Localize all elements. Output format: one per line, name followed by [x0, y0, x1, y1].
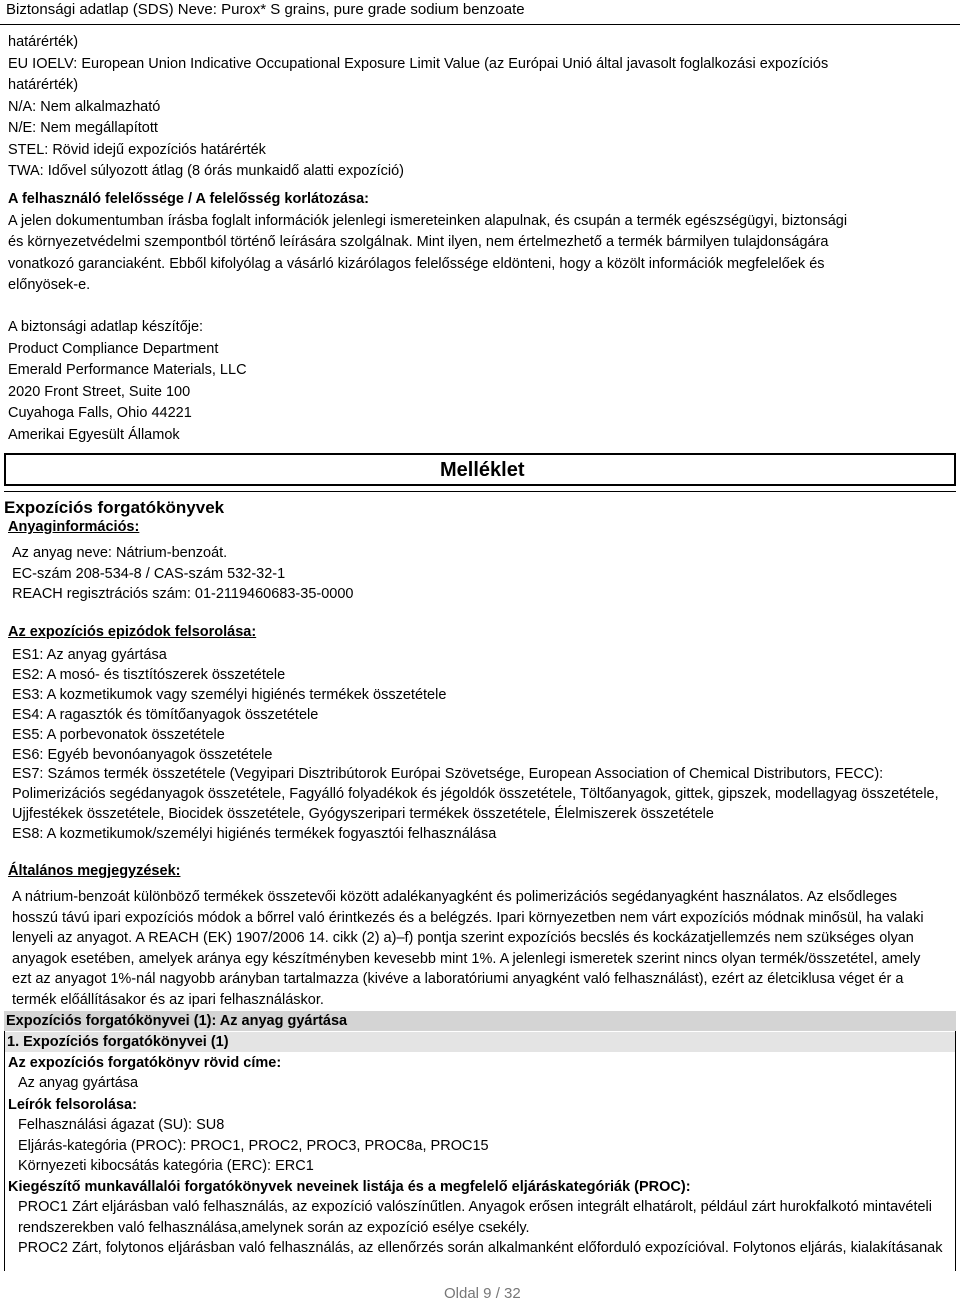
abbreviation-line: N/A: Nem alkalmazható [8, 98, 161, 115]
episode-item: Polimerizációs segédanyagok összetétele, Fagyálló folyadékok és jégoldók összetétele, Töltőanyagok, gittek, gipszek, modellagyag összetétele, [12, 786, 939, 803]
document-header-title: Biztonsági adatlap (SDS) Neve: Purox* S grains, pure grade sodium benzoate [6, 1, 525, 18]
abbreviation-line: STEL: Rövid idejű expozíciós határérték [8, 141, 266, 158]
episode-item: ES1: Az anyag gyártása [12, 647, 167, 663]
descriptor-item: Eljárás-kategória (PROC): PROC1, PROC2, PROC3, PROC8a, PROC15 [18, 1137, 489, 1154]
general-line: lenyeli az anyagot. A REACH (EK) 1907/2006 14. cikk (2) a)–f) pontja szerint expozíciós becslés és kockázatjellemzés nem szükséges olyan [12, 930, 914, 946]
general-line: hosszú távú ipari expozíciós módok a bőrrel való érintkezés és a belégzés. Ipari környezetben nem várt expozíciós módnak minősül, ha valaki [12, 909, 924, 926]
general-heading-block [8, 861, 952, 883]
episode-item: ES5: A porbevonatok összetétele [12, 726, 225, 743]
annex-divider [4, 491, 956, 492]
episodes-heading: Az expozíciós epizódok felsorolása: [8, 624, 257, 640]
substance-heading: Anyaginformációs: [8, 519, 140, 535]
preparer-line: Emerald Performance Materials, LLC [8, 362, 247, 378]
header-divider [0, 24, 960, 25]
episode-item: Ujjfestékek összetétele, Biocidek összetétele, Gyógyszeripari termékek összetétele, Élelmiszerek összetétele [12, 806, 714, 823]
substance-line: EC-szám 208-534-8 / CAS-szám 532-32-1 [12, 565, 286, 582]
general-heading: Általános megjegyzések: [8, 863, 181, 879]
supplementary-line: PROC1 Zárt eljárásban való felhasználás, az expozíció valószínűtlen. Anyagok erősen integrált elhatárolt, például zárt hurokfalkotó mintavételi [18, 1199, 933, 1215]
general-line: ezt az anyagot 1%-nál nagyobb arányban tartalmazza (kivéve a laboratóriumi anyagként való felhasználást), ezért az életciklusa véget ér a [12, 971, 904, 987]
episode-item: ES7: Számos termék összetétele (Vegyipari Disztribútorok Európai Szövetsége, European Association of Chemical Distributors, FECC): [12, 766, 884, 783]
preparer-heading: A biztonsági adatlap készítője: [8, 319, 204, 335]
short-title-heading: Az expozíciós forgatókönyv rövid címe: [8, 1055, 282, 1071]
descriptors-heading-block [8, 1095, 952, 1117]
short-title-block [18, 1073, 960, 1095]
substance-info [12, 543, 956, 605]
liability-line: vonatkozó garanciaként. Ebből kifolyólag a vásárló kizárólagos felelőssége eldönteni, hogy a közölt információk megfelelőek és [8, 255, 825, 272]
episode-item: ES8: A kozmetikumok/személyi higiénés termékek fogyasztói felhasználása [12, 826, 497, 843]
descriptor-item: Felhasználási ágazat (SU): SU8 [18, 1117, 225, 1133]
supplementary-heading: Kiegészítő munkavállalói forgatókönyvek neveinek listája és a megfelelő eljáráskategóriák (PROC): [8, 1179, 691, 1195]
liability-line: és környezetvédelmi szempontból történő leírására szolgálnak. Mint ilyen, nem értelmezhető a termék bármilyen tulajdonságára [8, 234, 829, 250]
supplementary-line: rendszerekben való felhasználása,amelynek során az expozíció esélye csekély. [18, 1219, 530, 1236]
abbreviation-line: EU IOELV: European Union Indicative Occupational Exposure Limit Value (az Európai Unió által javasolt foglalkozási expozíciós [8, 55, 829, 72]
substance-line: Az anyag neve: Nátrium-benzoát. [12, 545, 228, 561]
abbreviation-line: határérték) [8, 77, 79, 93]
short-title-heading-block [8, 1053, 952, 1075]
scenario-sub-bar: 1. Expozíciós forgatókönyvei (1) [5, 1032, 955, 1052]
episodes-heading-block [8, 622, 952, 644]
substance-heading-block [8, 517, 952, 539]
general-notes [12, 887, 956, 1010]
page-number: Oldal 9 / 32 [444, 1285, 521, 1302]
scenario-title-bar: Expozíciós forgatókönyvei (1): Az anyag gyártása [4, 1011, 956, 1031]
abbreviation-line: TWA: Idővel súlyozott átlag (8 órás munkaidő alatti expozíció) [8, 163, 404, 179]
short-title: Az anyag gyártása [18, 1075, 139, 1091]
general-line: anyagok esetében, amelyek aránya egy készítményben kevesebb mint 1%. A jelenlegi ismeretek szerint nincs olyan termék/összetétel, amely [12, 950, 921, 967]
preparer-line: Product Compliance Department [8, 340, 219, 357]
abbreviations-block [8, 32, 952, 183]
general-line: termék előállításakor és az ipari felhasználáskor. [12, 991, 324, 1008]
supplementary-list [18, 1197, 954, 1259]
liability-line: előnyösek-e. [8, 277, 91, 293]
preparer-line: Amerikai Egyesült Államok [8, 426, 180, 443]
liability-heading: A felhasználó felelőssége / A felelősség korlátozása: [8, 191, 370, 207]
liability-block [8, 189, 952, 297]
preparer-line: 2020 Front Street, Suite 100 [8, 383, 191, 400]
descriptors-list [18, 1115, 960, 1177]
liability-line: A jelen dokumentumban írásba foglalt információk jelenlegi ismereteinken alapulnak, és csupán a termék egészségügyi, biztonsági [8, 212, 848, 229]
section-title: Expozíciós forgatókönyvek [4, 498, 225, 517]
episode-item: ES2: A mosó- és tisztítószerek összetétele [12, 666, 286, 683]
descriptors-heading: Leírók felsorolása: [8, 1097, 137, 1113]
descriptor-item: Környezeti kibocsátás kategória (ERC): ERC1 [18, 1158, 314, 1174]
episode-item: ES6: Egyéb bevonóanyagok összetétele [12, 746, 273, 763]
general-line: A nátrium-benzoát különböző termékek összetevői között adalékanyagként és polimerizációs segédanyagként használatos. Az elsődleges [12, 889, 898, 905]
supplementary-line: PROC2 Zárt, folytonos eljárásban való felhasználás, az ellenőrzés során alkalmanként előforduló expozícióval. Folytonos eljárás, kialakításanak [18, 1240, 943, 1256]
preparer-line: Cuyahoga Falls, Ohio 44221 [8, 405, 192, 421]
episodes-list [12, 646, 956, 845]
supplementary-heading-block [8, 1177, 952, 1199]
abbreviation-line: határérték) [8, 34, 79, 50]
episode-item: ES3: A kozmetikumok vagy személyi higiénés termékek összetétele [12, 686, 447, 703]
preparer-block [8, 317, 952, 446]
annex-title: Melléklet [440, 459, 525, 481]
abbreviation-line: N/E: Nem megállapított [8, 120, 158, 136]
substance-line: REACH regisztrációs szám: 01-2119460683-35-0000 [12, 586, 354, 602]
episode-item: ES4: A ragasztók és tömítőanyagok összetétele [12, 706, 319, 723]
